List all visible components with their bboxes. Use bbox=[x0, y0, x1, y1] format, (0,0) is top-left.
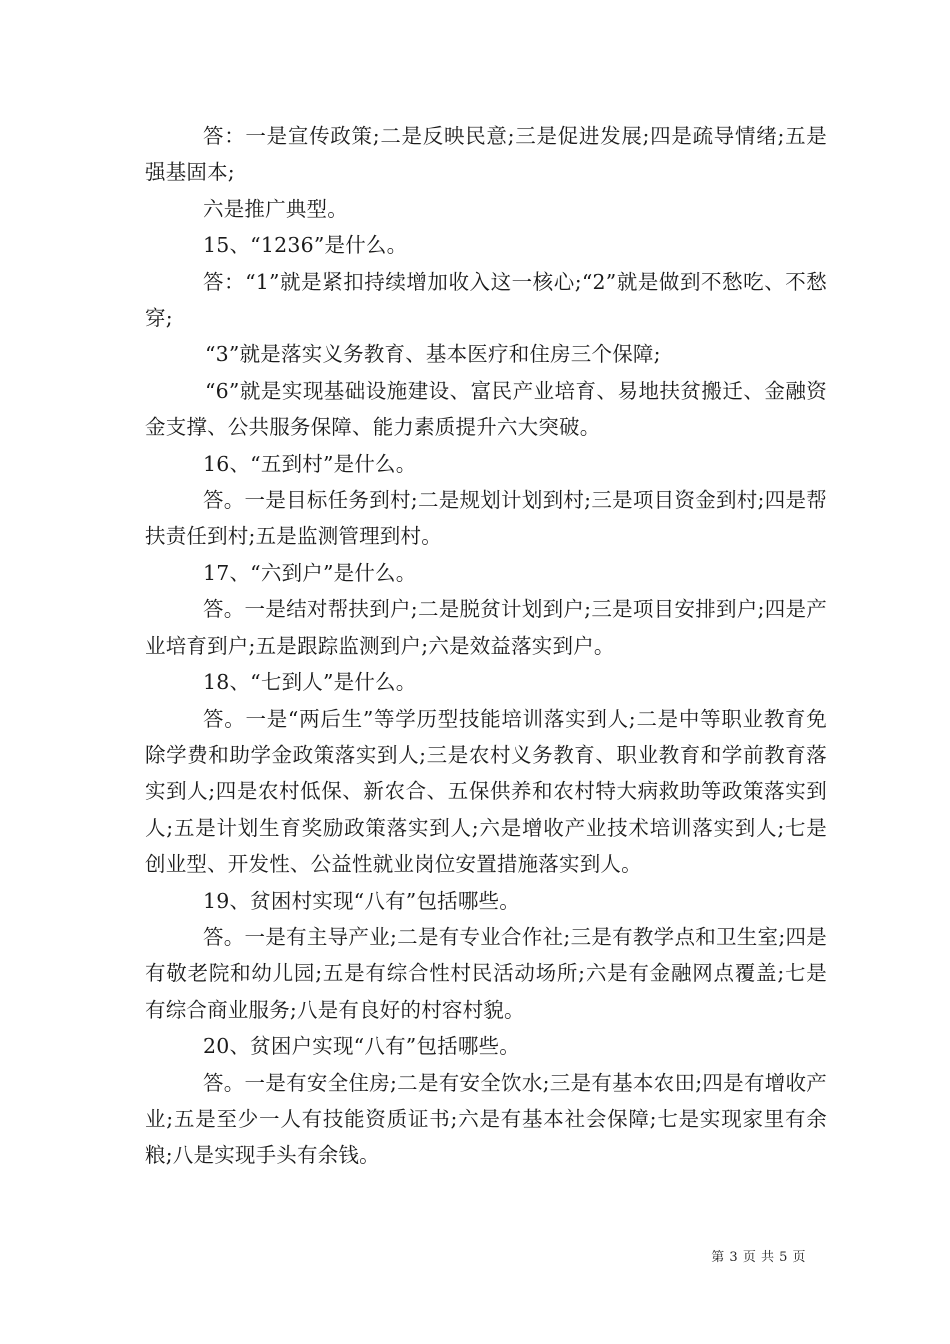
question-heading: 17、“六到户”是什么。 bbox=[203, 560, 417, 585]
question-heading: 15、“1236”是什么。 bbox=[203, 233, 408, 258]
paragraph: 答。一是“两后生”等学历型技能培训落实到人;二是中等职业教育免除学费和助学金政策落实到人;三是农村义务教育、职业教育和学前教育落实到人;四是农村低保、新农合、五保供养和农村特大病救助等政策落实到人;五是计划生育奖励政策落实到人;六是增收产业技术培训落实到人;七是创业型、开发性、公益性就业岗位安置措施落实到人。 bbox=[145, 706, 827, 877]
paragraph: 答。一是有安全住房;二是有安全饮水;三是有基本农田;四是有增收产业;五是至少一人有技能资质证书;六是有基本社会保障;七是实现家里有余粮;八是实现手头有余钱。 bbox=[145, 1070, 827, 1168]
paragraph: “6”就是实现基础设施建设、富民产业培育、易地扶贫搬迁、金融资金支撑、公共服务保障、能力素质提升六大突破。 bbox=[145, 378, 827, 440]
paragraph: 答。一是结对帮扶到户;二是脱贫计划到户;三是项目安排到户;四是产业培育到户;五是跟踪监测到户;六是效益落实到户。 bbox=[145, 597, 827, 658]
question-heading: 19、贫困村实现“八有”包括哪些。 bbox=[203, 888, 520, 913]
question-heading: 20、贫困户实现“八有”包括哪些。 bbox=[203, 1034, 520, 1059]
paragraph: 答。一是目标任务到村;二是规划计划到村;三是项目资金到村;四是帮扶责任到村;五是监测管理到村。 bbox=[145, 488, 827, 549]
page-number: 第 3 页 共 5 页 bbox=[711, 1250, 806, 1265]
question-heading: 18、“七到人”是什么。 bbox=[203, 670, 417, 695]
paragraph: 答：一是宣传政策;二是反映民意;三是促进发展;四是疏导情绪;五是强基固本; bbox=[145, 124, 827, 185]
paragraph: 六是推广典型。 bbox=[203, 196, 348, 221]
question-heading: 16、“五到村”是什么。 bbox=[203, 451, 417, 476]
document-body bbox=[145, 118, 827, 1174]
paragraph: “3”就是落实义务教育、基本医疗和住房三个保障; bbox=[205, 342, 661, 367]
paragraph: 答。一是有主导产业;二是有专业合作社;三是有教学点和卫生室;四是有敬老院和幼儿园;五是有综合性村民活动场所;六是有金融网点覆盖;七是有综合商业服务;八是有良好的村容村貌。 bbox=[145, 924, 827, 1022]
paragraph: 答：“1”就是紧扣持续增加收入这一核心;“2”就是做到不愁吃、不愁穿; bbox=[145, 269, 827, 331]
